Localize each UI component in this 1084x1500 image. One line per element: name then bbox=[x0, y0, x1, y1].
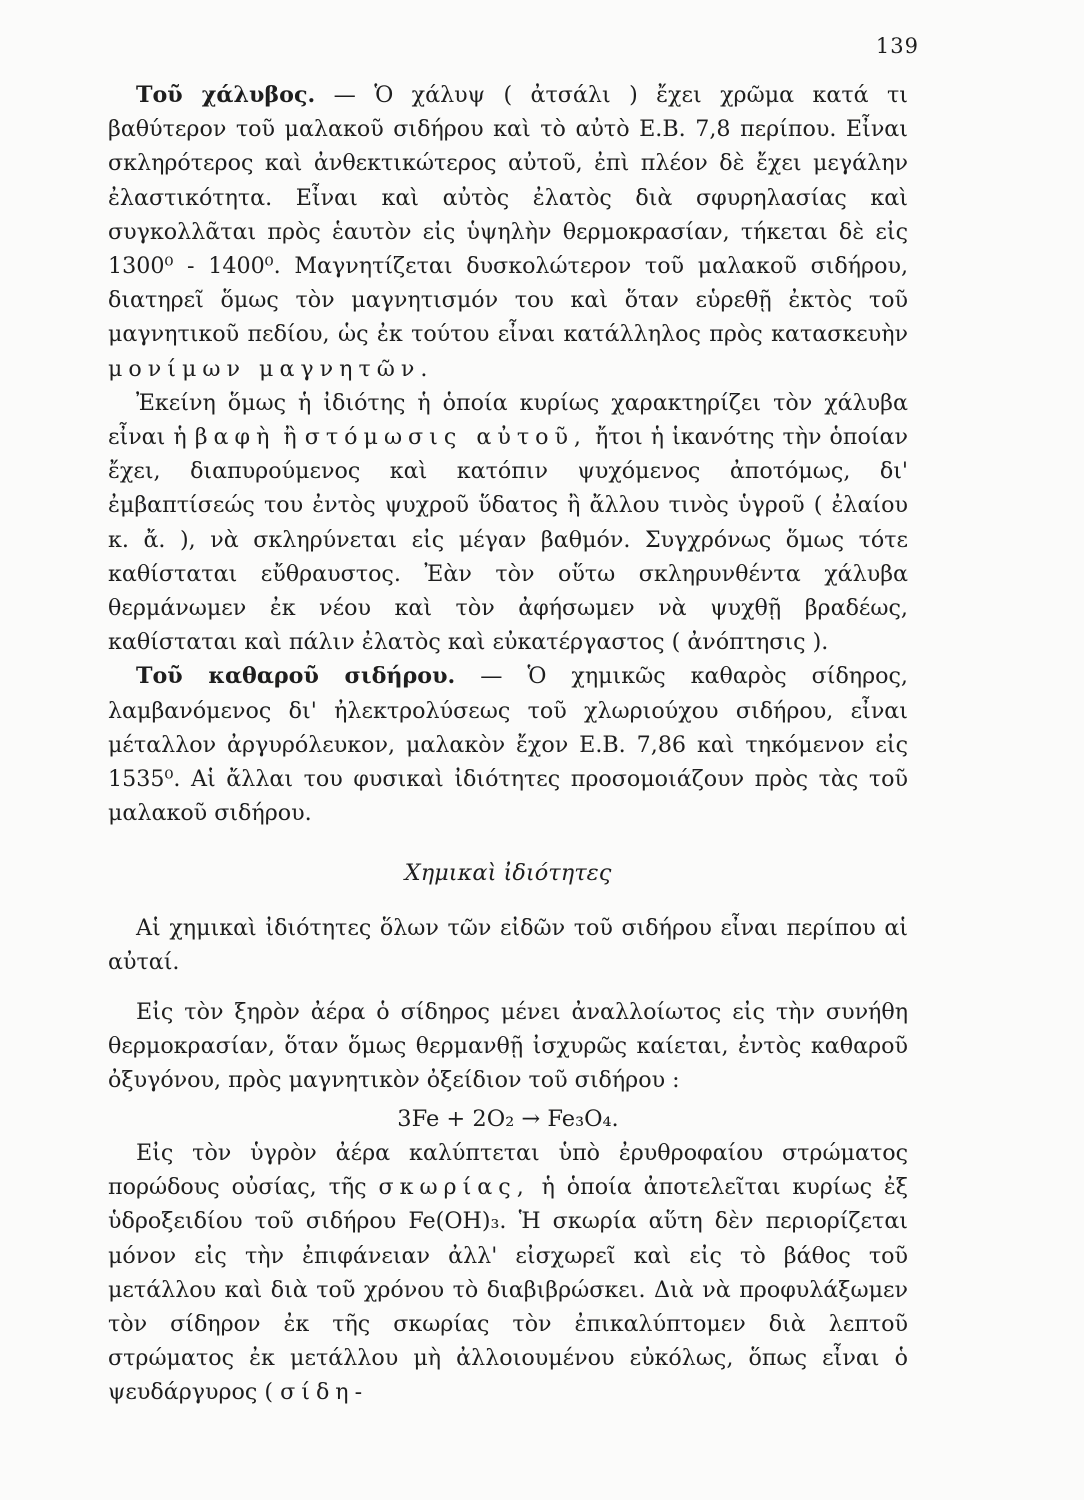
hardening-text-1: Ἐκείνη ὅμως ἡ ἰδιότης ἡ ὁποία κυρίως χαρακτηρίζει τὸν χάλυβα εἶναι ἡ bbox=[108, 389, 908, 451]
term-permanent-magnets: μονίμων μαγνητῶν. bbox=[108, 355, 434, 382]
hardening-paragraph bbox=[108, 386, 908, 660]
steel-paragraph bbox=[108, 78, 908, 386]
page-number: 139 bbox=[875, 34, 919, 58]
hardening-or: ἢ bbox=[275, 424, 305, 451]
steel-temp-range: 1300⁰ - 1400⁰ bbox=[108, 253, 274, 280]
chemical-properties-heading: Χημικαὶ ἰδιότητες bbox=[404, 860, 612, 887]
humid-air-text-1: Εἰς τὸν ὑγρὸν ἀέρα καλύπτεται ὑπὸ ἐρυθροφαίου στρώματος πορώδους οὐσίας, τῆς bbox=[108, 1139, 908, 1201]
hardening-text-2: ἤτοι ἡ ἱκανότης τὴν ὁποίαν ἔχει, διαπυρούμενος καὶ κατόπιν ψυχόμενος ἀποτόμως, δι' ἐμβαπτίσεώς του ἐντὸς ψυχροῦ ὕδατος ἢ ἄλλου τινὸς ὑγροῦ ( ἐλαίου κ. ἄ. ), νὰ σκληρύνεται εἰς μέγαν βαθμόν. Συγχρόνως ὅμως τότε καθίσταται εὔθραυστος. Ἐὰν τὸν οὕτω σκληρυνθέντα χάλυβα θερμάνωμεν ἐκ νέου καὶ τὸν ἀφήσωμεν νὰ ψυχθῇ βραδέως, καθίσταται καὶ πάλιν ἐλατὸς καὶ εὐκατέργαστος ( ἀνόπτησις ). bbox=[108, 424, 909, 656]
pure-iron-text-2: . Αἱ ἄλλαι του φυσικαὶ ἰδιότητες προσομοιάζουν πρὸς τὰς τοῦ μαλακοῦ σιδήρου. bbox=[108, 766, 908, 827]
term-stomosis: στόμωσις αὐτοῦ, bbox=[304, 424, 587, 451]
steel-text-2: . Μαγνητίζεται δυσκολώτερον τοῦ μαλακοῦ σιδήρου, διατηρεῖ ὅμως τὸν μαγνητισμόν του καὶ ὅταν εὑρεθῇ ἐκτὸς τοῦ μαγνητικοῦ πεδίου, ὡς ἐκ τούτου εἶναι κατάλληλος πρὸς κατασκευὴν bbox=[108, 253, 909, 348]
pure-iron-melting-point: 1535⁰ bbox=[108, 766, 174, 793]
chemical-intro-paragraph: Αἱ χημικαὶ ἰδιότητες ὅλων τῶν εἰδῶν τοῦ σιδήρου εἶναι περίπου αἱ αὐταί. bbox=[108, 914, 908, 975]
dry-air-paragraph: Εἰς τὸν ξηρὸν ἀέρα ὁ σίδηρος μένει ἀναλλοίωτος εἰς τὴν συνήθη θερμοκρασίαν, ὅταν ὅμως θερμανθῇ ἰσχυρῶς καίεται, ἐντὸς καθαροῦ ὀξυγόνου, πρὸς μαγνητικὸν ὀξείδιον τοῦ σιδήρου : bbox=[108, 999, 908, 1094]
term-baphe: βαφὴ bbox=[194, 424, 276, 451]
pure-iron-text-1: — Ὁ χημικῶς καθαρὸς σίδηρος, λαμβανόμενος δι' ἠλεκτρολύσεως τοῦ χλωριούχου σιδήρου, εἶναι μέταλλον ἀργυρόλευκον, μαλακὸν ἔχον Ε.Β. 7,86 καὶ τηκόμενον εἰς bbox=[108, 663, 908, 758]
page-body bbox=[108, 78, 908, 1410]
term-rust: σκωρίας, bbox=[378, 1174, 530, 1201]
oxidation-equation: 3Fe + 2O₂ → Fe₃O₄. bbox=[397, 1105, 619, 1132]
humid-air-paragraph bbox=[108, 1136, 908, 1410]
humid-air-text-2: ἡ ὁποία ἀποτελεῖται κυρίως ἐξ ὑδροξειδίου τοῦ σιδήρου Fe(OH)₃. Ἡ σκωρία αὕτη δὲν περιορίζεται μόνον εἰς τὴν ἐπιφάνειαν ἀλλ' εἰσχωρεῖ καὶ εἰς τὸ βάθος τοῦ μετάλλου καὶ διὰ τοῦ χρόνου τὸ διαβιβρώσκει. Διὰ νὰ προφυλάξωμεν τὸν σίδηρον ἐκ τῆς σκωρίας τὸν ἐπικαλύπτομεν διὰ λεπτοῦ στρώματος ἐκ μετάλλου μὴ ἀλλοιουμένου εὐκόλως, ὅπως εἶναι ὁ ψευδάργυρος ( bbox=[108, 1174, 909, 1406]
steel-title: Τοῦ χάλυβος. bbox=[136, 82, 316, 108]
steel-text-1: — Ὁ χάλυψ ( ἀτσάλι ) ἔχει χρῶμα κατά τι βαθύτερον τοῦ μαλακοῦ σιδήρου καὶ τὸ αὐτὸ Ε.Β. 7,8 περίπου. Εἶναι σκληρότερος καὶ ἀνθεκτικώτερος αὐτοῦ, ἐπὶ πλέον δὲ ἔχει μεγάλην ἐλαστικότητα. Εἶναι καὶ αὐτὸς ἐλατὸς διὰ σφυρηλασίας καὶ συγκολλᾶται πρὸς ἑαυτὸν εἰς ὑψηλὴν θερμοκρασίαν, τήκεται δὲ εἰς bbox=[108, 82, 908, 245]
pure-iron-title: Τοῦ καθαροῦ σιδήρου. bbox=[136, 663, 456, 690]
term-continuation: σίδη- bbox=[280, 1379, 369, 1406]
pure-iron-paragraph bbox=[108, 659, 908, 830]
